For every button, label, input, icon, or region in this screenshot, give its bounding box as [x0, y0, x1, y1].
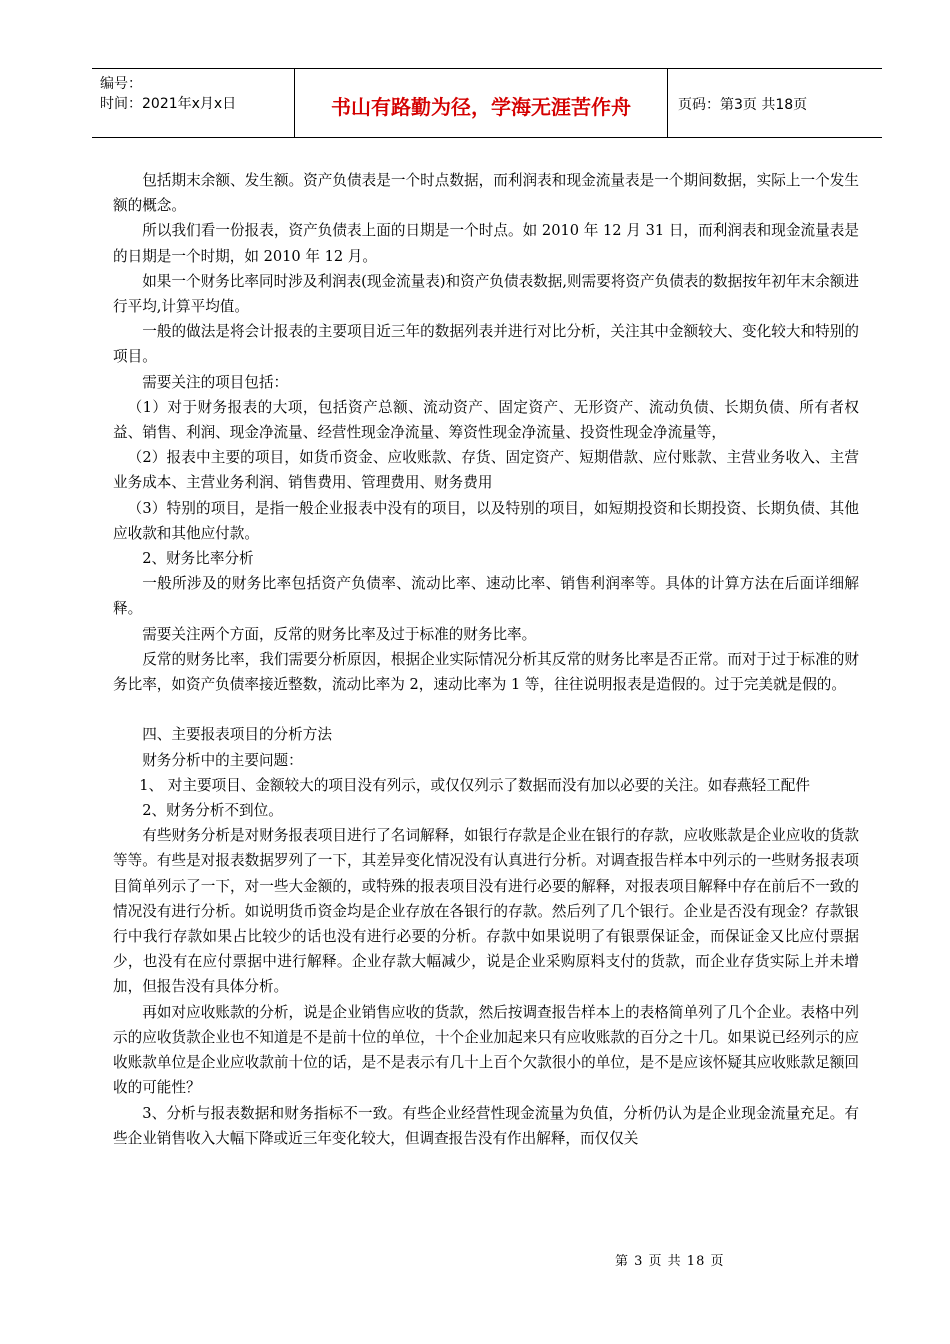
paragraph: 再如对应收账款的分析，说是企业销售应收的货款，然后按调查报告样本上的表格简单列了几个企业。表格中列示的应收货款企业也不知道是不是前十位的单位，十个企业加起来只有应收账款的百分之十几。如果说已经列示的应收账款单位是企业应收款前十位的话，是不是表示有几十上百个欠款很小的单位，是不是应该怀疑其应收账款足额回收的可能性？ [113, 1003, 859, 1097]
list-item: （1）对于财务报表的大项，包括资产总额、流动资产、固定资产、无形资产、流动负债、长期负债、所有者权益、销售、利润、现金净流量、经营性现金净流量、筹资性现金净流量、投资性现金净流量等， [113, 398, 859, 442]
header-motto-cell [295, 69, 668, 137]
list-item: （2）报表中主要的项目，如货币资金、应收账款、存货、固定资产、短期借款、应付账款、主营业务收入、主营业务成本、主营业务利润、销售费用、管理费用、财务费用 [113, 449, 859, 492]
motto-text: 书山有路勤为径，学海无涯苦作舟 [331, 95, 631, 119]
document-time-label: 时间：2021年x月x日 [100, 96, 237, 112]
paragraph: 3、分析与报表数据和财务指标不一致。有些企业经营性现金流量为负值，分析仍认为是企业现金流量充足。有些企业销售收入大幅下降或近三年变化较大，但调查报告没有作出解释，而仅仅关 [113, 1104, 859, 1147]
paragraph: 有些财务分析是对财务报表项目进行了名词解释，如银行存款是企业在银行的存款，应收账款是企业应收的货款等等。有些是对报表数据罗列了一下，其差异变化情况没有认真进行分析。对调查报告样本中列示的一些财务报表项目简单列示了一下，对一些大金额的，或特殊的报表项目没有进行必要的解释，对报表项目解释中存在前后不一致的情况没有进行分析。如说明货币资金均是企业存放在各银行的存款。然后列了几个银行。企业是否没有现金？存款银行中我行存款如果占比较少的话也没有进行必要的分析。存款中如果说明了有银票保证金，而保证金又比应付票据少，也没有在应付票据中进行解释。企业存款大幅减少，说是企业采购原料支付的货款，而企业存货实际上并未增加，但报告没有具体分析。 [113, 827, 859, 996]
paragraph: 财务分析中的主要问题： [142, 751, 303, 769]
list-item: 1、 对主要项目、金额较大的项目没有列示，或仅仅列示了数据而没有加以必要的关注。如春燕轻工配件 [139, 776, 810, 794]
document-body [113, 168, 859, 1151]
paragraph: 一般所涉及的财务比率包括资产负债率、流动比率、速动比率、销售利润率等。具体的计算方法在后面详细解释。 [113, 575, 859, 618]
header-page-cell [668, 69, 882, 137]
section-heading: 四、主要报表项目的分析方法 [142, 726, 332, 744]
page-code-label: 页码：第3页 共18页 [678, 97, 808, 113]
blank-line [113, 697, 859, 722]
header-info-cell [92, 69, 295, 137]
paragraph: 需要关注的项目包括： [142, 373, 289, 391]
paragraph: 2、财务分析不到位。 [142, 802, 283, 820]
list-item: （3）特别的项目，是指一般企业报表中没有的项目，以及特别的项目，如短期投资和长期投资、长期负债、其他应收款和其他应付款。 [113, 499, 859, 542]
paragraph: 所以我们看一份报表，资产负债表上面的日期是一个时点。如 2010 年 12 月 31 日，而利润表和现金流量表是的日期是一个时期，如 2010 年 12 月。 [113, 222, 859, 265]
paragraph: 需要关注两个方面，反常的财务比率及过于标准的财务比率。 [142, 625, 537, 643]
paragraph: 包括期末余额、发生额。资产负债表是一个时点数据，而利润表和现金流量表是一个期间数据，实际上一个发生额的概念。 [113, 172, 859, 215]
paragraph: 一般的做法是将会计报表的主要项目近三年的数据列表并进行对比分析，关注其中金额较大、变化较大和特别的项目。 [113, 323, 859, 366]
paragraph: 如果一个财务比率同时涉及利润表(现金流量表)和资产负债表数据,则需要将资产负债表的数据按年初年末余额进行平均,计算平均值。 [113, 272, 859, 316]
paragraph: 反常的财务比率，我们需要分析原因，根据企业实际情况分析其反常的财务比率是否正常。而对于过于标准的财务比率，如资产负债率接近整数，流动比率为 2，速动比率为 1 等，往往说明报表是造假的。过于完美就是假的。 [113, 650, 859, 694]
document-number-label: 编号： [100, 76, 142, 92]
section-heading: 2、财务比率分析 [142, 550, 254, 568]
page-header [92, 68, 882, 138]
page-footer: 第 3 页 共 18 页 [615, 1254, 725, 1269]
